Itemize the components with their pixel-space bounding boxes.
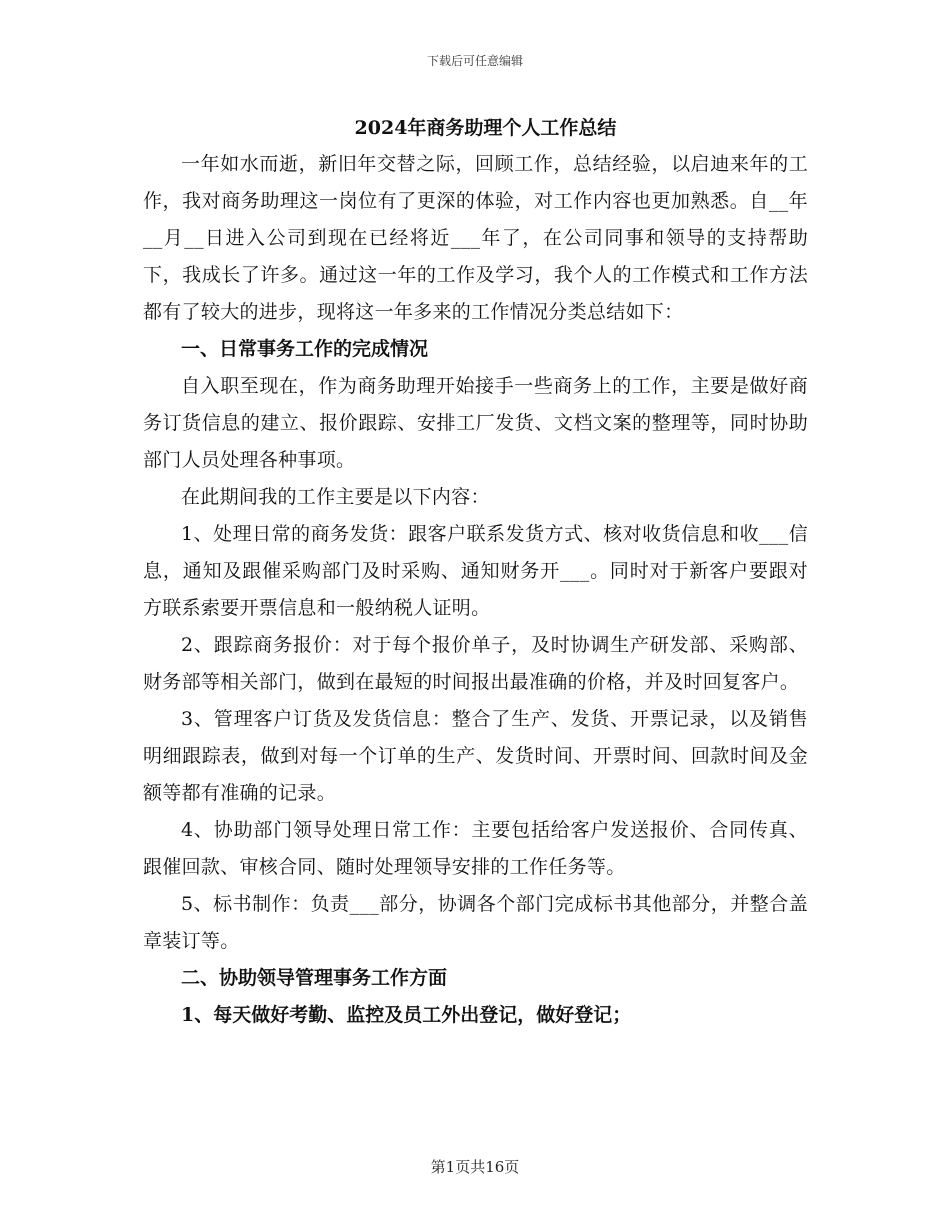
document-title: 2024年商务助理个人工作总结 — [354, 117, 617, 139]
document-body — [143, 110, 808, 1034]
subsection-heading-2-1: 1、每天做好考勤、监控及员工外出登记，做好登记； — [181, 1004, 632, 1026]
section-heading-1: 一、日常事务工作的完成情况 — [181, 338, 429, 360]
section-heading-2: 二、协助领导管理事务工作方面 — [181, 967, 448, 989]
paragraph-item-4: 4、协助部门领导处理日常工作：主要包括给客户发送报价、合同传真、跟催回款、审核合同、随时处理领导安排的工作任务等。 — [143, 819, 808, 878]
paragraph-item-5: 5、标书制作：负责___部分，协调各个部门完成标书其他部分，并整合盖章装订等。 — [143, 893, 808, 952]
paragraph-item-1: 1、处理日常的商务发货：跟客户联系发货方式、核对收货信息和收___信息，通知及跟催采购部门及时采购、通知财务开___。同时对于新客户要跟对方联系索要开票信息和一般纳税人证明。 — [143, 523, 808, 619]
paragraph-item-2: 2、跟踪商务报价：对于每个报价单子，及时协调生产研发部、采购部、财务部等相关部门，做到在最短的时间报出最准确的价格，并及时回复客户。 — [143, 634, 808, 693]
paragraph-intro: 一年如水而逝，新旧年交替之际，回顾工作，总结经验，以启迪来年的工作，我对商务助理这一岗位有了更深的体验，对工作内容也更加熟悉。自__年__月__日进入公司到现在已经将近___年了，在公司同事和领导的支持帮助下，我成长了许多。通过这一年的工作及学习，我个人的工作模式和工作方法都有了较大的进步，现将这一年多来的工作情况分类总结如下： — [143, 153, 808, 323]
paragraph-duties-lead: 在此期间我的工作主要是以下内容： — [181, 486, 490, 508]
paragraph-item-3: 3、管理客户订货及发货信息：整合了生产、发货、开票记录，以及销售明细跟踪表，做到对每一个订单的生产、发货时间、开票时间、回款时间及金额等都有准确的记录。 — [143, 708, 808, 804]
page-footer: 第1页共16页 — [430, 1158, 520, 1176]
page-header: 下载后可任意编辑 — [426, 54, 523, 68]
paragraph-duties-overview: 自入职至现在，作为商务助理开始接手一些商务上的工作，主要是做好商务订货信息的建立、报价跟踪、安排工厂发货、文档文案的整理等，同时协助部门人员处理各种事项。 — [143, 375, 808, 471]
